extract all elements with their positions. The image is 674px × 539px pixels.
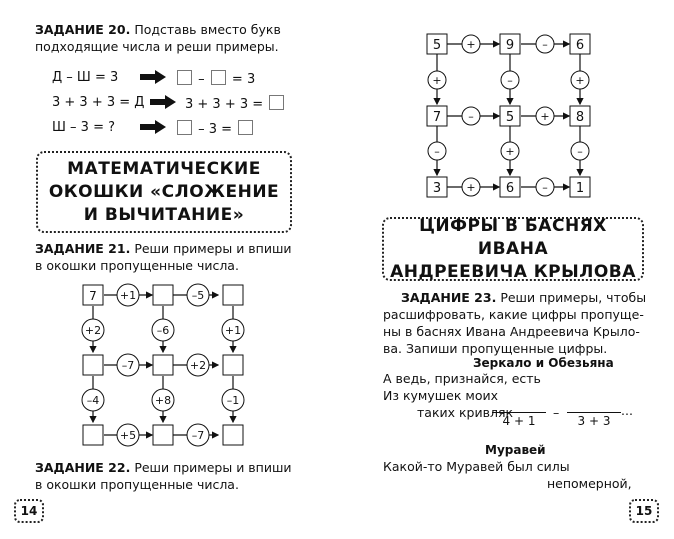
fable2-title: Муравей <box>485 443 546 457</box>
op: + <box>540 110 550 123</box>
heading-line1: ЦИФРЫ В БАСНЯХ ИВАНА <box>419 215 607 259</box>
op: +2 <box>84 324 102 337</box>
task21-line1 <box>35 240 292 257</box>
task21-text2: в окошки пропущенные числа. <box>35 258 239 273</box>
task22-line1 <box>35 459 292 476</box>
op: – <box>434 145 440 158</box>
task20-answer3 <box>175 120 255 137</box>
task20-eq3: Ш – 3 = ? <box>52 120 115 135</box>
fraction-dash: – <box>553 405 560 420</box>
task23-text3: ны в баснях Ивана Андреевича Крыло- <box>383 324 640 339</box>
minus-sign: – <box>198 72 205 87</box>
op: –7 <box>121 359 135 372</box>
heading-line2: ОКОШКИ «СЛОЖЕНИЕ <box>48 181 280 202</box>
cell-value: 5 <box>432 38 442 53</box>
section-heading-box <box>382 217 644 281</box>
section-heading <box>49 158 279 227</box>
right-arrow-icon <box>140 120 166 134</box>
cell-value: 6 <box>505 181 515 196</box>
cell-value: 1 <box>575 181 585 196</box>
page-number: 15 <box>629 499 659 523</box>
answer-box[interactable] <box>238 120 253 135</box>
op: +2 <box>189 359 207 372</box>
cell-value: 3 <box>432 181 442 196</box>
fable2-line1: Какой-то Муравей был силы <box>383 459 570 474</box>
task23-text1: Реши примеры, чтобы <box>500 290 647 305</box>
op: – <box>542 38 548 51</box>
task23-text2: расшифровать, какие цифры пропуще- <box>383 307 644 322</box>
section-heading <box>384 215 642 284</box>
minus-three-equals: – 3 = <box>198 122 233 137</box>
op: – <box>468 110 474 123</box>
fraction2-bottom: 3 + 3 <box>577 414 611 428</box>
op: –1 <box>226 394 240 407</box>
cell-value: 8 <box>575 110 585 125</box>
op: + <box>575 74 585 87</box>
op: + <box>466 181 476 194</box>
right-arrow-icon <box>150 95 176 109</box>
fable1-title: Зеркало и Обезьяна <box>473 356 614 370</box>
equals-three: = 3 <box>231 72 256 87</box>
heading-line3: И ВЫЧИТАНИЕ» <box>83 204 245 225</box>
start-value: 7 <box>89 289 97 303</box>
op: + <box>432 74 442 87</box>
op: – <box>542 181 548 194</box>
answer-box[interactable] <box>269 95 284 110</box>
right-arrow-icon <box>140 70 166 84</box>
fable1-line2: Из кумушек моих <box>383 388 498 403</box>
grid-cell[interactable] <box>83 425 103 445</box>
task23-text4: ва. Запиши пропущенные цифры. <box>383 341 608 356</box>
cell-value: 7 <box>432 110 442 125</box>
grid-cell[interactable] <box>223 285 243 305</box>
section-heading-box <box>36 151 292 233</box>
fable1-line1: А ведь, признайся, есть <box>383 371 541 386</box>
blank-line[interactable] <box>567 412 621 413</box>
task20-answer2 <box>185 95 286 112</box>
task22-text2: в окошки пропущенные числа. <box>35 477 239 492</box>
task20-answer1 <box>175 70 255 87</box>
op: +5 <box>119 429 137 442</box>
fable2-line2: непомерной, <box>547 476 632 491</box>
example-grid <box>425 30 605 202</box>
task22-text1: Реши примеры и впиши <box>134 460 292 475</box>
answer-box[interactable] <box>211 70 226 85</box>
fraction1-bottom: 4 + 1 <box>502 414 536 428</box>
task20-text1: Подставь вместо букв <box>134 22 281 37</box>
grid-cell[interactable] <box>223 425 243 445</box>
heading-line2: АНДРЕЕВИЧА КРЫЛОВА <box>390 261 636 282</box>
task21-text1: Реши примеры и впиши <box>134 241 292 256</box>
op: – <box>577 145 583 158</box>
grid-cell[interactable] <box>153 285 173 305</box>
cell-value: 6 <box>575 38 585 53</box>
task22-label: ЗАДАНИЕ 22. <box>35 460 131 475</box>
fable1-line3: таких кривляк <box>417 405 514 420</box>
op: + <box>466 38 476 51</box>
op: –4 <box>86 394 100 407</box>
page-number: 14 <box>14 499 44 523</box>
op: + <box>505 145 515 158</box>
op: +1 <box>224 324 242 337</box>
grid-cell[interactable] <box>223 355 243 375</box>
blank-line[interactable] <box>492 412 546 413</box>
answer-box[interactable] <box>177 120 192 135</box>
task20-text2: подходящие числа и реши примеры. <box>35 39 279 54</box>
op: +1 <box>119 289 137 302</box>
cell-value: 9 <box>505 38 515 53</box>
right-page <box>337 0 674 539</box>
task20-eq1: Д – Ш = 3 <box>52 70 119 85</box>
task20-line1 <box>35 21 281 38</box>
op: –5 <box>191 289 205 302</box>
op: – <box>507 74 513 87</box>
ellipsis: ... <box>621 403 633 418</box>
task20-eq2: 3 + 3 + 3 = Д <box>52 95 145 110</box>
task23-label: ЗАДАНИЕ 23. <box>401 290 497 305</box>
grid-cell[interactable] <box>153 425 173 445</box>
answer-box[interactable] <box>177 70 192 85</box>
task23-line1 <box>401 289 646 306</box>
grid-cell[interactable] <box>83 355 103 375</box>
op: –6 <box>156 324 170 337</box>
heading-line1: МАТЕМАТИЧЕСКИЕ <box>67 158 261 179</box>
task20-label: ЗАДАНИЕ 20. <box>35 22 131 37</box>
task21-label: ЗАДАНИЕ 21. <box>35 241 131 256</box>
op: +8 <box>154 394 172 407</box>
sum-expression: 3 + 3 + 3 = <box>185 97 264 112</box>
grid-cell[interactable] <box>153 355 173 375</box>
task21-grid <box>78 280 258 450</box>
cell-value: 5 <box>505 110 515 125</box>
op: –7 <box>191 429 205 442</box>
